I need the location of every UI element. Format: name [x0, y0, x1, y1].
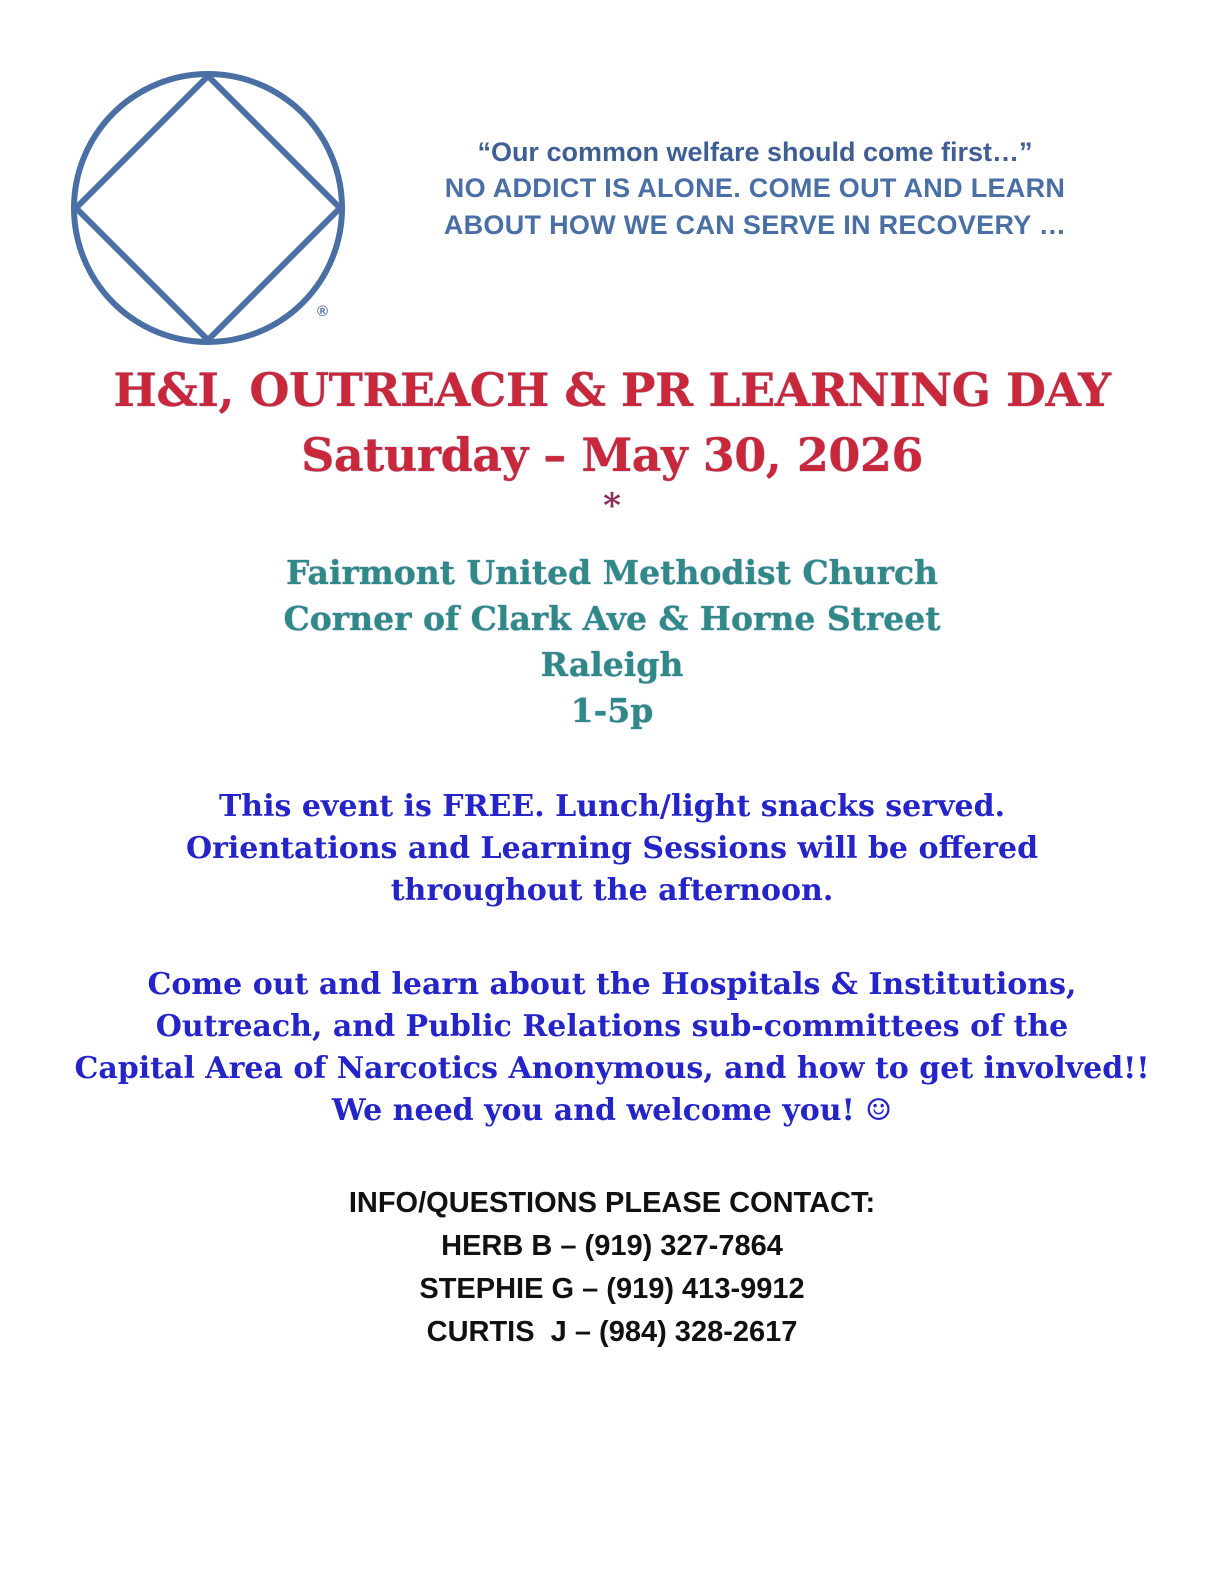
na-logo-icon	[70, 70, 350, 350]
event-date: Saturday – May 30, 2026	[301, 428, 923, 482]
details-line-3: throughout the afternoon.	[390, 873, 834, 908]
contact-section	[0, 1182, 1224, 1354]
contact-curtis: CURTIS J – (984) 328-2617	[426, 1316, 798, 1348]
venue-city: Raleigh	[540, 645, 684, 684]
invitation-line-1: Come out and learn about the Hospitals & Institutions,	[147, 967, 1077, 1002]
invitation-paragraph	[0, 964, 1224, 1132]
invitation-line-2: Outreach, and Public Relations sub-committees of the	[155, 1009, 1069, 1044]
invitation-line-3: Capital Area of Narcotics Anonymous, and how to get involved!!	[74, 1051, 1150, 1086]
details-paragraph	[0, 786, 1224, 912]
invitation-line-4: We need you and welcome you! ☺	[331, 1093, 893, 1128]
tagline-line-1: NO ADDICT IS ALONE. COME OUT AND LEARN	[444, 173, 1066, 203]
tagline-line-2: ABOUT HOW WE CAN SERVE IN RECOVERY …	[443, 210, 1067, 240]
contact-stephie: STEPHIE G – (919) 413-9912	[419, 1273, 805, 1305]
event-title: H&I, OUTREACH & PR LEARNING DAY	[113, 363, 1111, 417]
registered-mark: ®	[317, 303, 329, 320]
contact-heading: INFO/QUESTIONS PLEASE CONTACT:	[348, 1187, 876, 1219]
details-line-1: This event is FREE. Lunch/light snacks served.	[218, 789, 1006, 824]
details-line-2: Orientations and Learning Sessions will be offered	[185, 831, 1039, 866]
contact-herb: HERB B – (919) 327-7864	[441, 1230, 783, 1262]
separator-asterisk: *	[603, 486, 621, 526]
tagline-quote: “Our common welfare should come first…”	[477, 137, 1033, 167]
tagline	[400, 134, 1110, 244]
venue-name: Fairmont United Methodist Church	[285, 553, 939, 592]
venue-block	[0, 550, 1224, 734]
venue-address: Corner of Clark Ave & Horne Street	[283, 599, 941, 638]
event-time: 1-5p	[570, 691, 654, 730]
event-heading	[0, 358, 1224, 488]
